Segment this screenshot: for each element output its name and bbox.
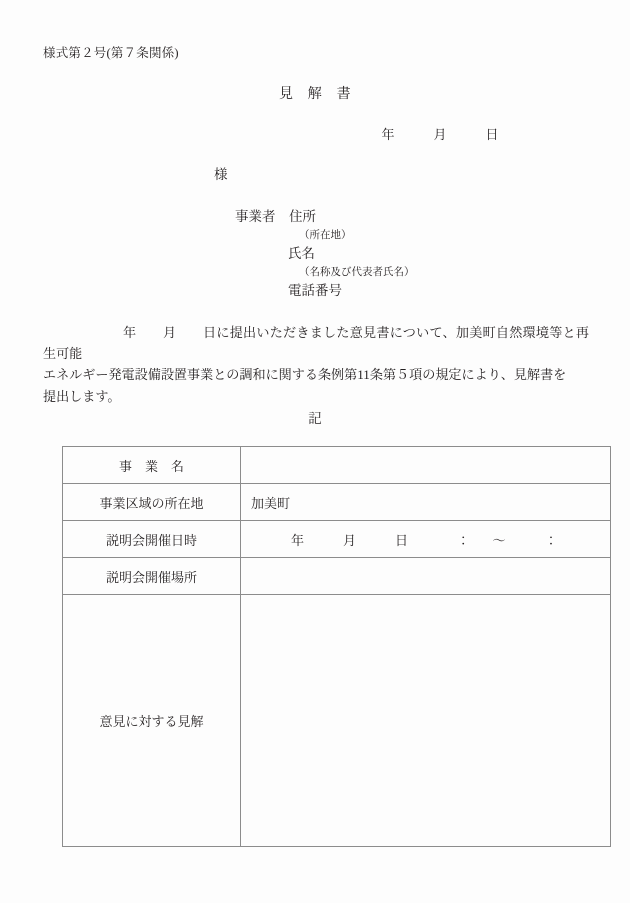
operator-name-label: 氏名 [288, 246, 315, 261]
row-label-briefing-place: 説明会開催場所 [63, 558, 241, 595]
row-label-opinion-response: 意見に対する見解 [63, 595, 241, 847]
table-row [63, 558, 611, 595]
body-line-3: 提出します。 [43, 388, 121, 404]
page-title: 見 解 書 [279, 87, 351, 102]
ki-marker: 記 [308, 411, 322, 426]
row-value-business-name[interactable] [241, 447, 611, 484]
body-line-1: 年 月 日に提出いただきました意見書について、加美町自然環境等と再生可能 [43, 325, 589, 362]
addressee-suffix: 様 [214, 167, 228, 182]
row-label-business-name: 事 業 名 [63, 447, 241, 484]
operator-block [235, 210, 415, 298]
row-label-business-area: 事業区域の所在地 [63, 484, 241, 521]
briefing-datetime-text: 年 月 日 ： ～ ： [291, 532, 558, 548]
form-number: 様式第２号(第７条関係) [43, 46, 179, 60]
row-value-briefing-datetime[interactable] [241, 521, 611, 558]
date-line: 年 月 日 [381, 127, 499, 142]
table-row [63, 484, 611, 521]
operator-phone-label: 電話番号 [288, 283, 342, 298]
body-paragraph [43, 322, 589, 407]
operator-name-note: （名称及び代表者氏名） [299, 266, 415, 278]
operator-address-note: （所在地） [299, 229, 352, 241]
table-row [63, 447, 611, 484]
row-value-opinion-response[interactable] [241, 595, 611, 847]
row-label-briefing-datetime: 説明会開催日時 [63, 521, 241, 558]
body-line-2: エネルギー発電設備設置事業との調和に関する条例第11条第５項の規定により、見解書を [43, 367, 567, 383]
operator-address-label: 事業者 住所 [235, 209, 316, 224]
row-value-business-area[interactable]: 加美町 [241, 484, 611, 521]
table-row [63, 521, 611, 558]
row-value-briefing-place[interactable] [241, 558, 611, 595]
table-row [63, 595, 611, 847]
form-table [62, 446, 611, 847]
